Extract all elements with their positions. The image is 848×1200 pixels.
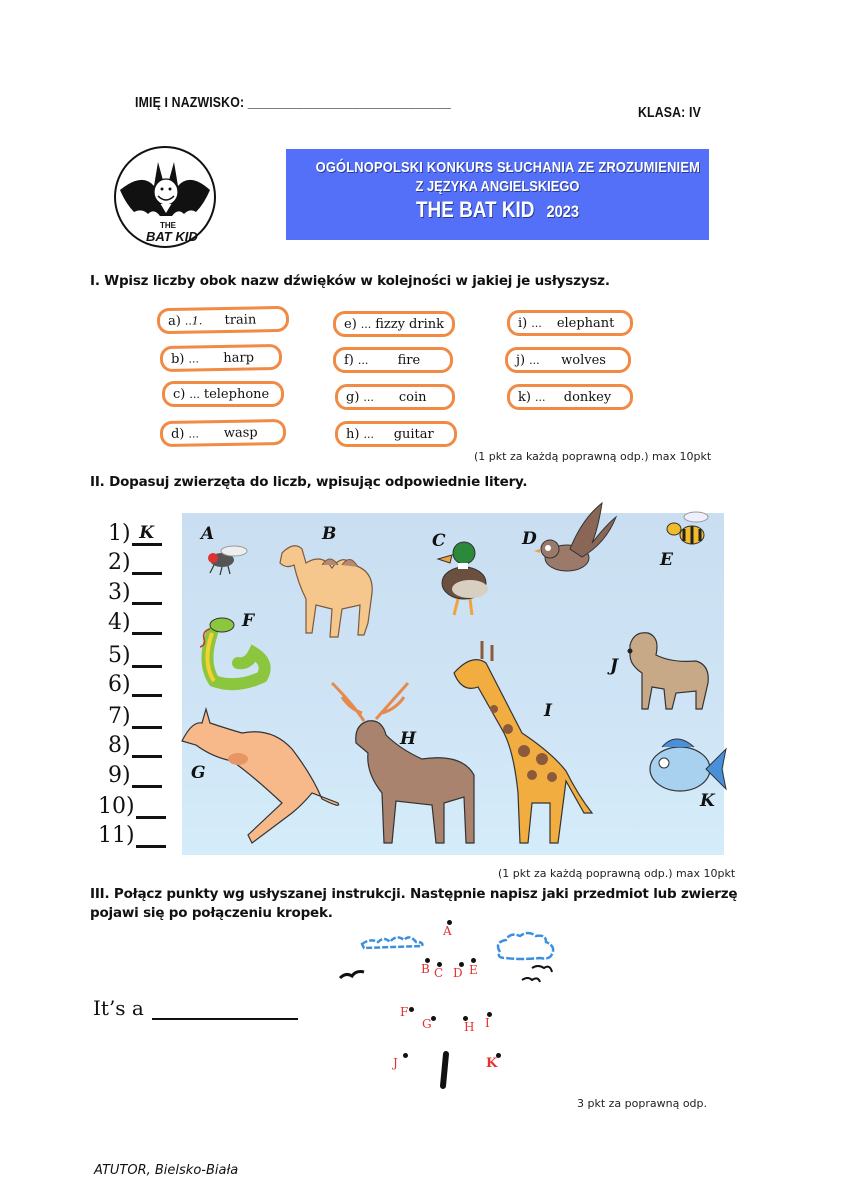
section3-title-line2: pojawi się po połączeniu kropek.	[90, 905, 333, 921]
sound-item-a[interactable]	[157, 306, 289, 334]
bee-icon	[667, 512, 708, 544]
sound-item-k[interactable]	[507, 384, 633, 410]
dot-label-j: J	[393, 1056, 398, 1070]
item-word: donkey	[563, 389, 612, 405]
animal-label-d: D	[522, 529, 537, 549]
item-letter: i)	[518, 315, 528, 331]
item-letter: j)	[516, 352, 526, 368]
section1-title: I. Wpisz liczby obok nazw dźwięków w kolejności w jakiej je usłyszysz.	[90, 273, 610, 289]
answer-line[interactable]	[152, 998, 298, 1020]
item-word: fire	[397, 352, 421, 368]
animal-label-j: J	[610, 656, 619, 676]
item-answer[interactable]: ...	[189, 387, 200, 401]
logo-text-top: THE	[160, 221, 176, 230]
dot-f[interactable]	[409, 1007, 414, 1012]
item-answer[interactable]: ...	[360, 317, 372, 331]
animal-label-k: K	[700, 791, 715, 811]
answer-number-label: 2)	[108, 550, 131, 575]
sound-item-f[interactable]	[333, 347, 453, 373]
item-answer[interactable]: ...	[529, 353, 540, 367]
answer-number-row	[108, 610, 162, 635]
class-label: KLASA: IV	[638, 104, 701, 121]
dot-label-a: A	[443, 924, 452, 938]
deer-icon	[332, 683, 474, 843]
contest-banner	[286, 149, 709, 240]
item-answer[interactable]: ...	[357, 353, 369, 367]
answer-blank[interactable]	[132, 706, 162, 729]
answer-number-row	[108, 672, 162, 697]
item-answer[interactable]: ...	[531, 316, 542, 330]
section2-title: II. Dopasuj zwierzęta do liczb, wpisując odpowiednie litery.	[90, 474, 528, 490]
section3-title-line1: III. Połącz punkty wg usłyszanej instrukcji. Następnie napisz jaki przedmiot lub zwierzę	[90, 886, 738, 902]
item-letter: k)	[518, 389, 531, 405]
answer-number-row	[108, 763, 162, 788]
snake-icon	[200, 618, 265, 684]
answer-number-label: 1)	[108, 521, 131, 546]
item-answer[interactable]: ...	[188, 351, 200, 366]
item-answer[interactable]: ...	[188, 426, 200, 441]
banner-title: THE BAT KID	[416, 197, 535, 222]
animal-label-b: B	[322, 524, 337, 544]
camel-icon	[280, 546, 372, 637]
answer-blank[interactable]: K	[132, 523, 162, 546]
animals-picture	[182, 513, 724, 855]
answer-number-label: 8)	[108, 733, 131, 758]
animal-label-a: A	[201, 524, 215, 544]
dot-label-b: B	[421, 962, 430, 976]
name-label: IMIĘ I NAZWISKO:	[135, 94, 245, 111]
dot-label-i: I	[485, 1016, 490, 1030]
name-blank[interactable]: _____________________________	[247, 94, 451, 111]
connect-dots-area	[330, 910, 570, 1100]
item-letter: a)	[167, 313, 181, 329]
sound-item-i[interactable]	[507, 310, 633, 336]
answer-blank[interactable]	[132, 735, 162, 758]
dot-j[interactable]	[403, 1053, 408, 1058]
answer-number-row	[108, 580, 162, 605]
item-letter: h)	[346, 426, 360, 442]
sound-item-b[interactable]	[160, 344, 282, 372]
answer-number-label: 10)	[98, 794, 135, 819]
logo-text-bottom: BAT KID	[146, 229, 198, 244]
answer-blank[interactable]	[132, 645, 162, 668]
bird-left-icon	[340, 972, 364, 979]
answer-blank[interactable]	[132, 765, 162, 788]
item-answer[interactable]: ...	[363, 427, 374, 441]
answer-number-row	[108, 704, 162, 729]
sound-item-g[interactable]	[335, 384, 455, 410]
answer-blank[interactable]	[132, 552, 162, 575]
answer-number-row	[108, 550, 162, 575]
banner-line2: Z JĘZYKA ANGIELSKIEGO	[415, 178, 580, 195]
dog-icon	[628, 633, 709, 709]
answer-number-row	[108, 643, 162, 668]
item-word: telephone	[203, 386, 270, 402]
cloud-left-icon	[362, 937, 422, 948]
answer-number-label: 11)	[98, 823, 135, 848]
answer-number-label: 5)	[108, 643, 131, 668]
animal-label-e: E	[660, 550, 673, 570]
dot-label-g: G	[422, 1017, 432, 1031]
animal-label-h: H	[400, 729, 417, 749]
name-field[interactable]	[135, 94, 451, 111]
answer-number-label: 6)	[108, 672, 131, 697]
answer-blank[interactable]	[132, 674, 162, 697]
answer-number-label: 3)	[108, 580, 131, 605]
animal-label-c: C	[432, 531, 446, 551]
dot-label-k: K	[486, 1056, 498, 1071]
answer-number-label: 4)	[108, 610, 131, 635]
answer-prompt	[93, 996, 298, 1020]
section1-points-note: (1 pkt za każdą poprawną odp.) max 10pkt	[474, 450, 712, 463]
answer-number-row	[108, 733, 162, 758]
item-word: guitar	[393, 426, 434, 442]
dot-label-c: C	[434, 966, 444, 980]
item-letter: g)	[346, 389, 360, 405]
dot-g[interactable]	[431, 1016, 436, 1021]
fish-icon	[650, 739, 726, 791]
dot-label-d: D	[453, 966, 463, 980]
dot-label-f: F	[400, 1005, 409, 1019]
item-letter: d)	[170, 426, 185, 442]
answer-blank[interactable]	[132, 612, 162, 635]
answer-number-row	[98, 794, 166, 819]
item-letter: b)	[170, 351, 185, 367]
item-word: elephant	[556, 315, 615, 331]
dot-label-e: E	[469, 963, 478, 977]
animal-label-i: I	[544, 701, 552, 721]
answer-number-label: 7)	[108, 704, 131, 729]
sound-item-j[interactable]	[505, 347, 631, 373]
duck-icon	[438, 542, 488, 615]
banner-line1: OGÓLNOPOLSKI KONKURS SŁUCHANIA ZE ZROZUMIENIEM	[315, 159, 701, 176]
answer-number-row	[98, 823, 166, 848]
giraffe-icon	[454, 641, 592, 843]
item-word: coin	[398, 389, 427, 405]
animal-label-g: G	[191, 763, 206, 783]
bird-right-icon	[522, 966, 552, 982]
cloud-right-icon	[498, 933, 553, 959]
item-letter: f)	[344, 352, 354, 368]
sound-item-e[interactable]	[333, 311, 455, 337]
item-word: wolves	[561, 352, 606, 368]
bird-icon	[534, 503, 616, 571]
answer-blank[interactable]	[136, 825, 166, 848]
section2-points-note: (1 pkt za każdą poprawną odp.) max 10pkt	[498, 867, 736, 880]
footer-author: ATUTOR, Bielsko-Biała	[94, 1163, 239, 1178]
animal-label-f: F	[242, 611, 255, 631]
item-letter: e)	[344, 316, 357, 332]
answer-number-row	[108, 521, 162, 546]
item-answer[interactable]: ...	[363, 390, 374, 404]
sound-item-h[interactable]	[335, 421, 457, 447]
item-answer[interactable]: ...	[534, 390, 546, 404]
item-word: train	[224, 311, 257, 328]
stick-mark	[443, 1054, 446, 1086]
bat-kid-logo	[112, 142, 218, 252]
sound-item-c[interactable]	[162, 381, 284, 407]
item-letter: c)	[173, 386, 186, 402]
item-word: harp	[223, 349, 255, 366]
sound-item-d[interactable]	[160, 419, 286, 447]
answer-blank[interactable]	[136, 796, 166, 819]
dot-label-h: H	[464, 1020, 475, 1034]
banner-line3	[316, 197, 680, 223]
item-word: wasp	[223, 424, 258, 441]
fly-icon	[208, 546, 247, 575]
answer-number-label: 9)	[108, 763, 131, 788]
its-a-label: It’s a	[93, 996, 144, 1020]
section3-points-note: 3 pkt za poprawną odp.	[577, 1097, 708, 1110]
item-answer[interactable]: ..1.	[184, 313, 203, 328]
banner-year: 2023	[546, 202, 579, 221]
answer-blank[interactable]	[132, 582, 162, 605]
item-word: fizzy drink	[375, 316, 444, 332]
